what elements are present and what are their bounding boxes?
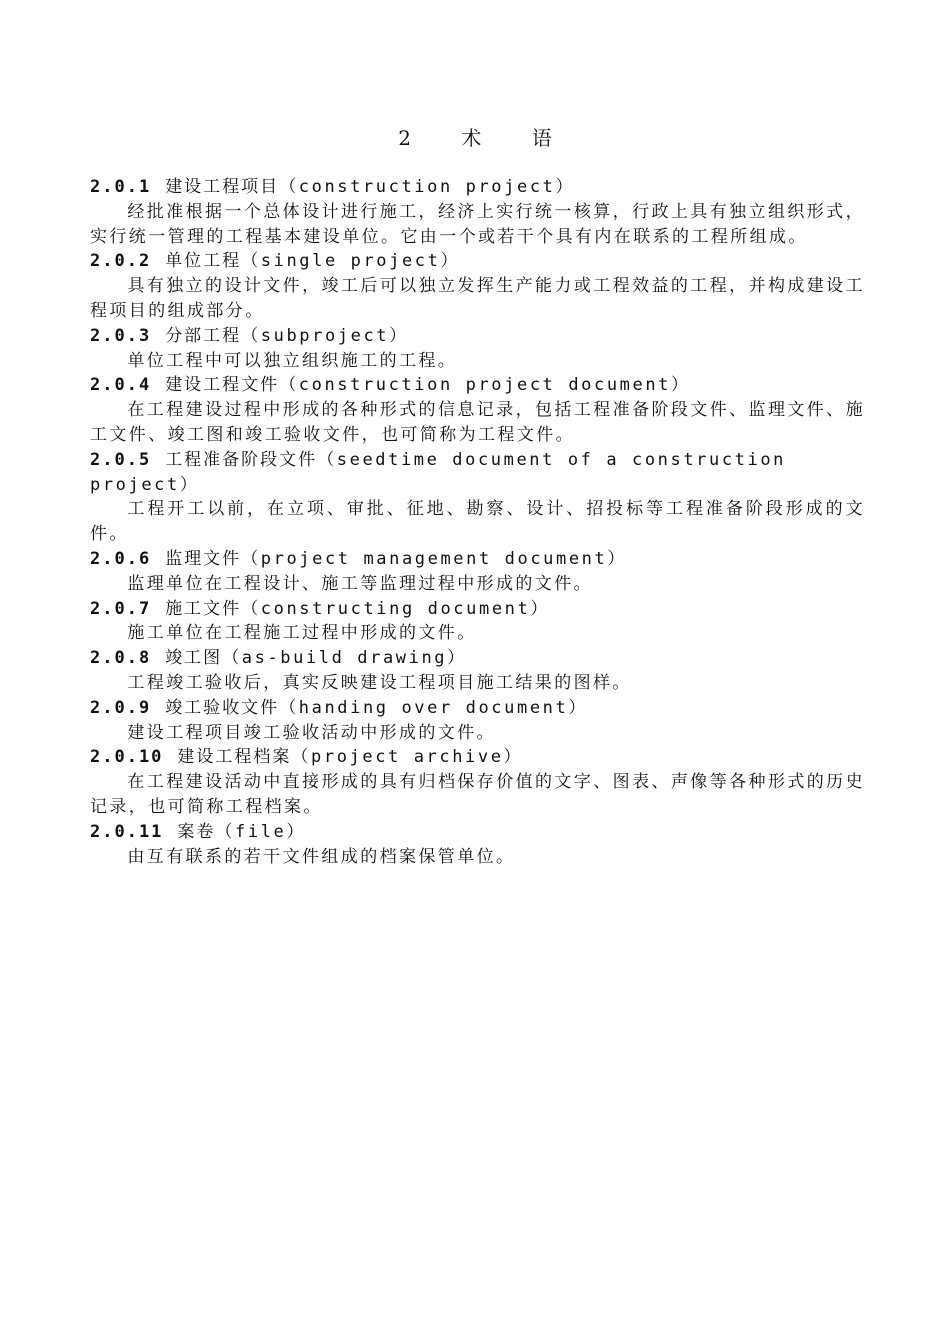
term-name-en: （construction project） <box>279 177 576 197</box>
term-number: 2.0.11 <box>90 821 164 842</box>
term-name-en: （single project） <box>241 251 461 272</box>
term-heading <box>90 175 865 200</box>
term-heading <box>90 745 865 770</box>
term-name-zh: 竣工图 <box>165 648 223 669</box>
term-number: 2.0.8 <box>90 648 152 669</box>
term-number: 2.0.9 <box>90 697 152 718</box>
term-heading <box>90 249 865 274</box>
term-heading <box>90 547 865 572</box>
term-number: 2.0.1 <box>90 177 152 197</box>
term-name-zh: 监理文件 <box>165 548 242 569</box>
term-name-zh: 工程准备阶段文件 <box>165 449 318 470</box>
term-definition: 施工单位在工程施工过程中形成的文件。 <box>127 623 477 644</box>
term-name-zh: 单位工程 <box>165 251 242 272</box>
term-name-en: （file） <box>215 821 306 842</box>
term-definition: 工程开工以前，在立项、审批、征地、勘察、设计、招投标等工程准备阶段形成的文件。 <box>90 499 865 545</box>
term-heading <box>90 597 865 622</box>
terms-list <box>90 175 865 869</box>
term-definition: 建设工程项目竣工验收活动中形成的文件。 <box>127 722 496 743</box>
term-name-en: （project archive） <box>291 747 524 768</box>
term-number: 2.0.6 <box>90 548 152 569</box>
term-definition: 单位工程中可以独立组织施工的工程。 <box>127 350 458 371</box>
term-name-en: （seedtime document of a construction project） <box>90 449 787 495</box>
term-name-zh: 建设工程文件 <box>165 375 280 396</box>
term-heading <box>90 696 865 721</box>
term-name-en: （construction project document） <box>279 375 691 396</box>
term-heading <box>90 820 865 845</box>
term-definition: 经批准根据一个总体设计进行施工，经济上实行统一核算，行政上具有独立组织形式，实行统一管理的工程基本建设单位。它由一个或若干个具有内在联系的工程所组成。 <box>90 201 865 247</box>
term-number: 2.0.10 <box>90 747 164 768</box>
term-name-en: （as-build drawing） <box>222 648 467 669</box>
term-heading <box>90 448 865 498</box>
term-definition: 监理单位在工程设计、施工等监理过程中形成的文件。 <box>127 573 593 594</box>
term-number: 2.0.5 <box>90 449 152 470</box>
term-name-en: （constructing document） <box>241 598 550 619</box>
term-heading <box>90 373 865 398</box>
term-name-en: （subproject） <box>241 325 409 346</box>
term-name-en: （handing over document） <box>279 697 588 718</box>
term-name-zh: 案卷 <box>177 821 216 842</box>
term-number: 2.0.2 <box>90 251 152 272</box>
term-name-zh: 建设工程项目 <box>165 177 280 197</box>
term-definition: 工程竣工验收后，真实反映建设工程项目施工结果的图样。 <box>127 672 632 693</box>
term-number: 2.0.7 <box>90 598 152 619</box>
chapter-title: 2 术 语 <box>398 126 574 150</box>
term-definition: 在工程建设过程中形成的各种形式的信息记录，包括工程准备阶段文件、监理文件、施工文件、竣工图和竣工验收文件，也可简称为工程文件。 <box>90 400 865 445</box>
term-name-en: （project management document） <box>241 548 627 569</box>
term-definition: 在工程建设活动中直接形成的具有归档保存价值的文字、图表、声像等各种形式的历史记录，也可简称工程档案。 <box>90 772 865 817</box>
term-name-zh: 竣工验收文件 <box>165 697 280 718</box>
term-number: 2.0.4 <box>90 375 152 396</box>
term-definition: 具有独立的设计文件，竣工后可以独立发挥生产能力或工程效益的工程，并构成建设工程项目的组成部分。 <box>90 276 865 321</box>
term-name-zh: 施工文件 <box>165 598 242 619</box>
term-name-zh: 建设工程档案 <box>177 747 292 768</box>
term-definition: 由互有联系的若干文件组成的档案保管单位。 <box>127 846 516 867</box>
term-name-zh: 分部工程 <box>165 325 242 346</box>
term-heading <box>90 324 865 349</box>
term-heading <box>90 646 865 671</box>
term-number: 2.0.3 <box>90 325 152 346</box>
